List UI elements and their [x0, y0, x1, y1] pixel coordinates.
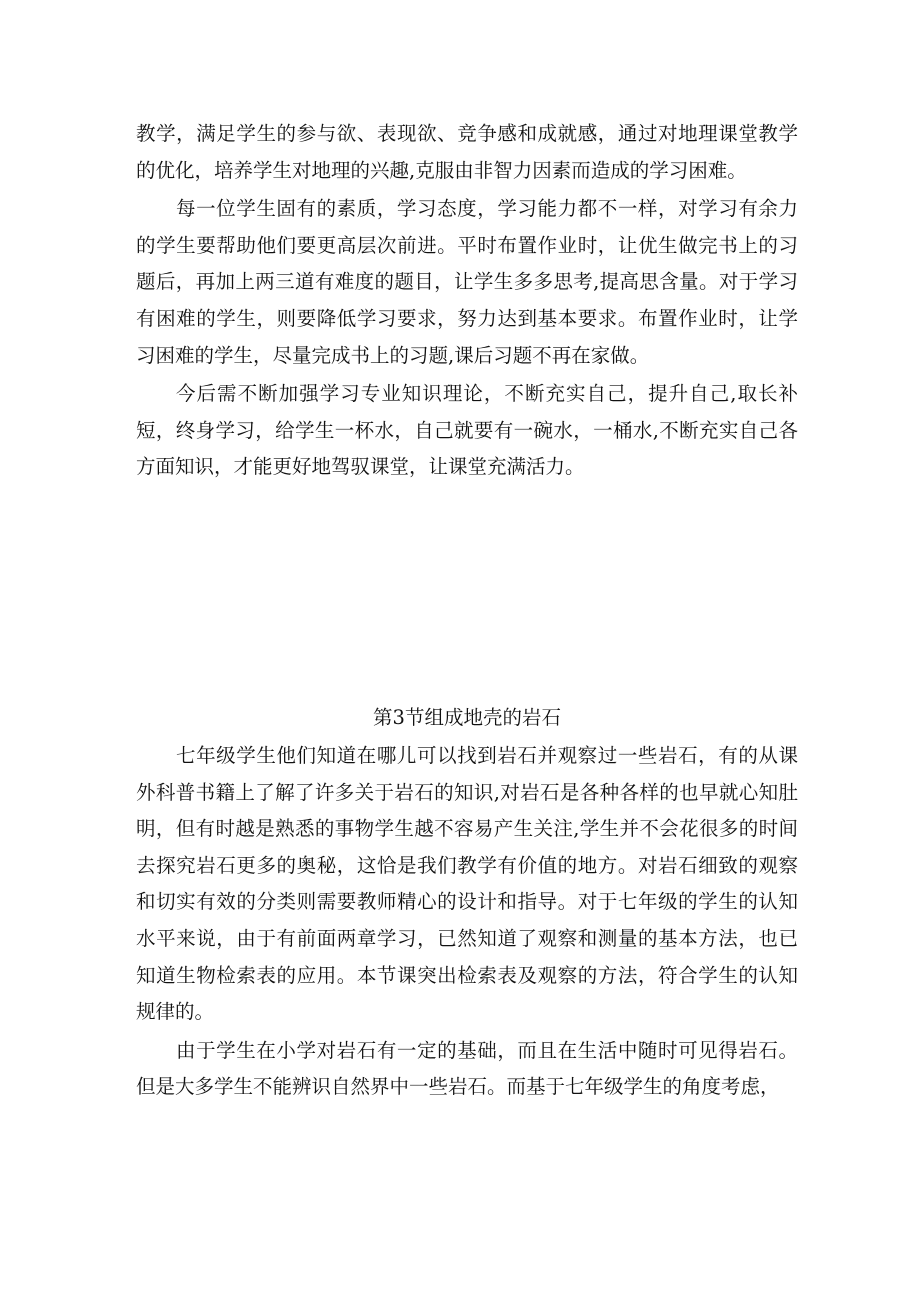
paragraph-rock-intro: 七年级学生他们知道在哪儿可以找到岩石并观察过一些岩石，有的从课外科普书籍上了解了许多关于岩石的知识,对岩石是各种各样的也早就心知肚明，但有时越是熟悉的事物学生越不容易产生关注,学生并不会花很多的时间去探究岩石更多的奥秘，这恰是我们教学有价值的地方。对岩石细致的观察和切实有效的分类则需要教师精心的设计和指导。对于七年级的学生的认知水平来说，由于有前面两章学习，已然知道了观察和测量的基本方法，也已知道生物检索表的应用。本节课突出检索表及观察的方法，符合学生的认知规律的。 — [136, 744, 798, 1024]
document-body-top — [136, 116, 798, 486]
document-body-section — [136, 738, 798, 1106]
paragraph-continued: 教学，满足学生的参与欲、表现欲、竞争感和成就感，通过对地理课堂教学的优化，培养学生对地理的兴趣,克服由非智力因素而造成的学习困难。 — [136, 122, 798, 182]
section-title: 第3节组成地壳的岩石 — [373, 706, 561, 729]
paragraph-differentiated-homework: 每一位学生固有的素质，学习态度，学习能力都不一样，对学习有余力的学生要帮助他们要更高层次前进。平时布置作业时，让优生做完书上的习题后，再加上两三道有难度的题目，让学生多多思考,提高思含量。对于学习有困难的学生，则要降低学习要求，努力达到基本要求。布置作业时，让学习困难的学生，尽量完成书上的习题,课后习题不再在家做。 — [136, 197, 798, 367]
paragraph-rock-students: 由于学生在小学对岩石有一定的基础，而且在生活中随时可见得岩石。但是大多学生不能辨识自然界中一些岩石。而基于七年级学生的角度考虑， — [136, 1038, 798, 1099]
paragraph-self-improvement: 今后需不断加强学习专业知识理论，不断充实自己，提升自己,取长补短，终身学习，给学生一杯水，自己就要有一碗水，一桶水,不断充实自己各方面知识，才能更好地驾驭课堂，让课堂充满活力。 — [136, 382, 798, 479]
